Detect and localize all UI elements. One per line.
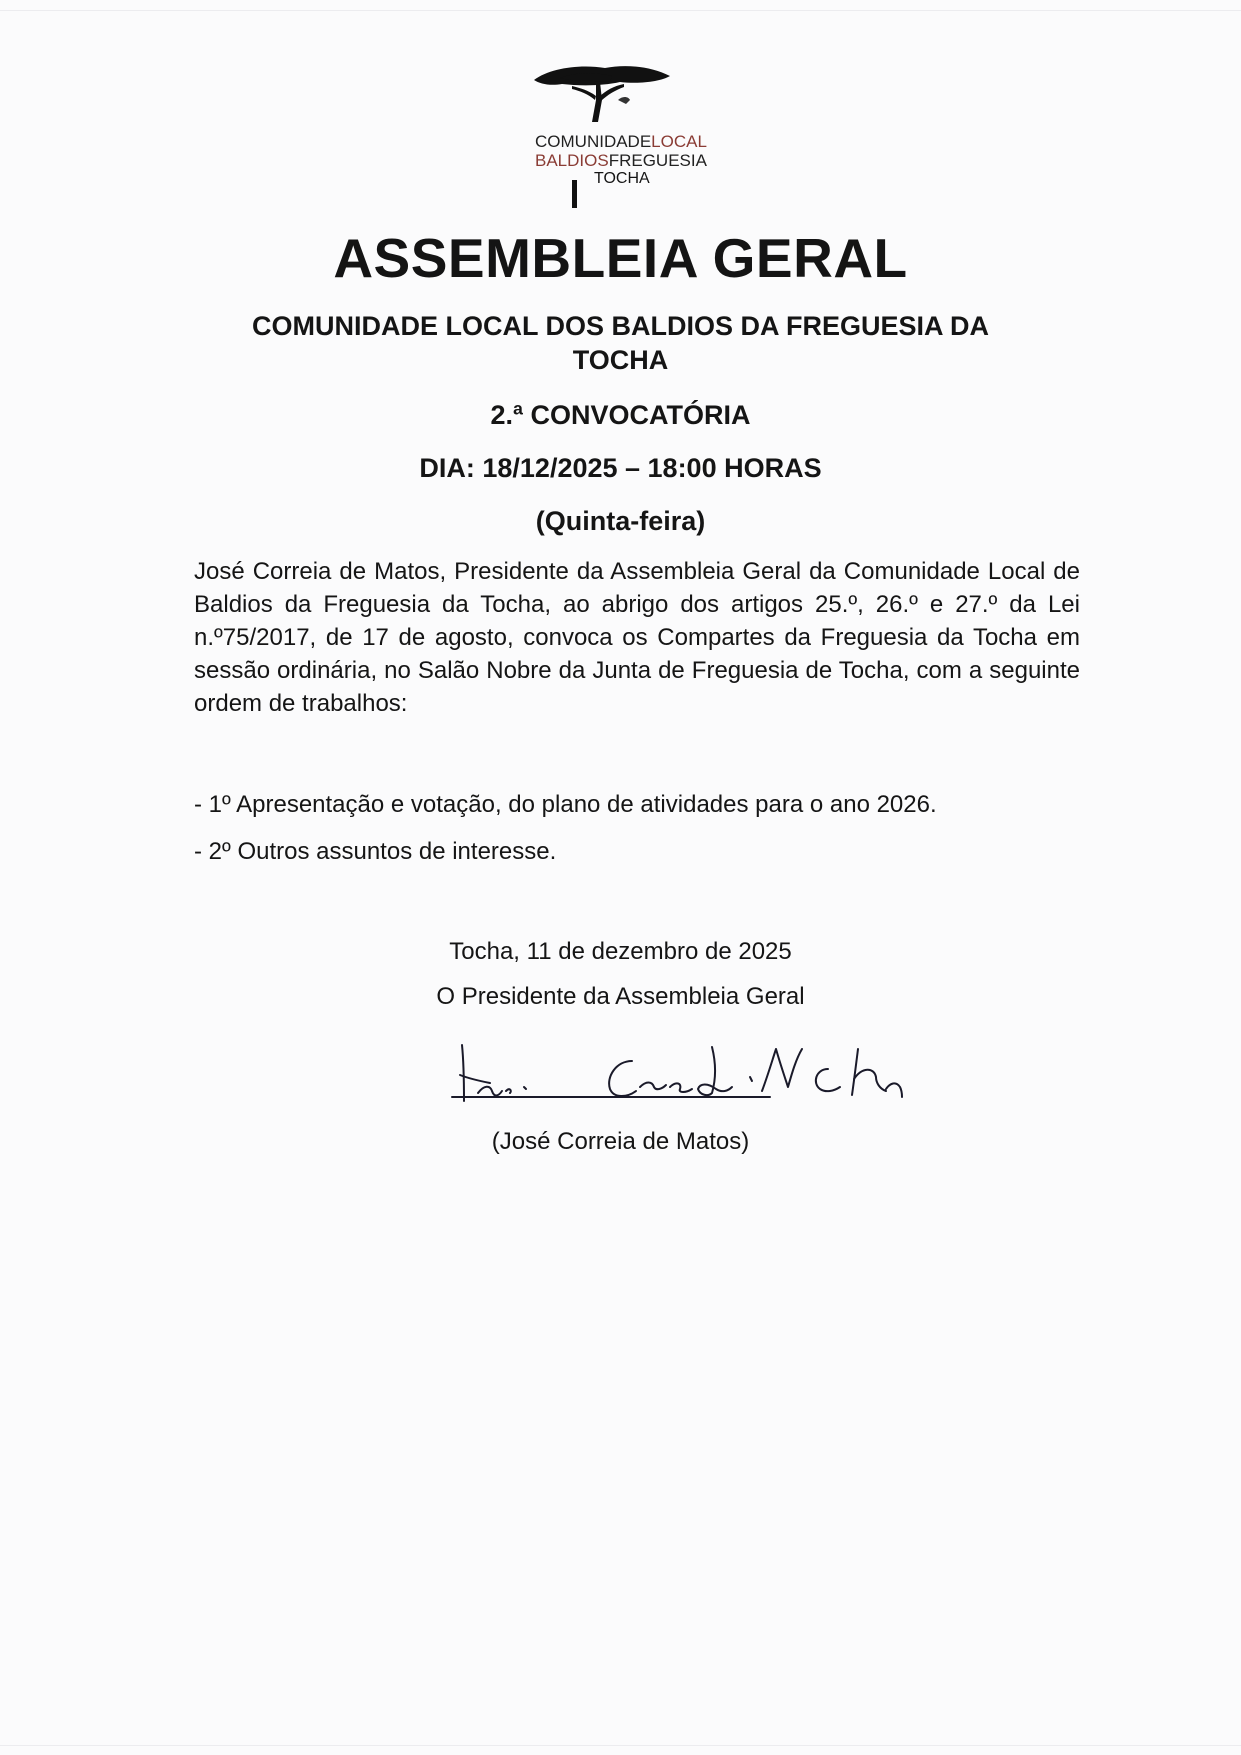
- meeting-weekday: (Quinta-feira): [535, 506, 706, 536]
- handwritten-signature: [450, 1035, 1010, 1115]
- page-title: ASSEMBLEIA GERAL: [333, 227, 908, 289]
- logo: [520, 60, 760, 220]
- convocation-number: 2.ª CONVOCATÓRIA: [490, 400, 751, 430]
- organization-name-line1: COMUNIDADE LOCAL DOS BALDIOS DA FREGUESIA DA: [251, 311, 989, 341]
- scan-artifact-line: [0, 10, 1241, 11]
- logo-text-freguesia: FREGUESIA: [608, 151, 707, 170]
- logo-text-tocha: TOCHA: [594, 170, 650, 187]
- signatory-role: O Presidente da Assembleia Geral: [436, 983, 805, 1010]
- signatory-name: (José Correia de Matos): [491, 1128, 750, 1155]
- meeting-date-time: DIA: 18/12/2025 – 18:00 HORAS: [419, 453, 822, 483]
- scan-artifact-line-bottom: [0, 1745, 1241, 1746]
- logo-text-line2: [535, 151, 707, 171]
- logo-text-baldios: BALDIOS: [535, 151, 609, 170]
- agenda-item-2: - 2º Outros assuntos de interesse.: [194, 838, 557, 865]
- logo-text-line1: [535, 132, 707, 152]
- notice-paragraph: José Correia de Matos, Presidente da Assembleia Geral da Comunidade Local de Baldios da Freguesia da Tocha, ao abrigo dos artigos 25.º, 26.º e 27.º da Lei n.º75/2017, de 17 de agosto, convoca os Compartes da Freguesia da Tocha em sessão ordinária, no Salão Nobre da Junta de Freguesia de Tocha, com a seguinte ordem de trabalhos:: [194, 558, 1080, 717]
- organization-name-line2: TOCHA: [572, 345, 669, 375]
- logo-text-local: LOCAL: [651, 132, 707, 151]
- logo-bar: [572, 180, 577, 208]
- place-and-date: Tocha, 11 de dezembro de 2025: [449, 938, 792, 965]
- logo-text-comunidade: COMUNIDADE: [535, 132, 652, 151]
- agenda-item-1: - 1º Apresentação e votação, do plano de atividades para o ano 2026.: [194, 791, 937, 818]
